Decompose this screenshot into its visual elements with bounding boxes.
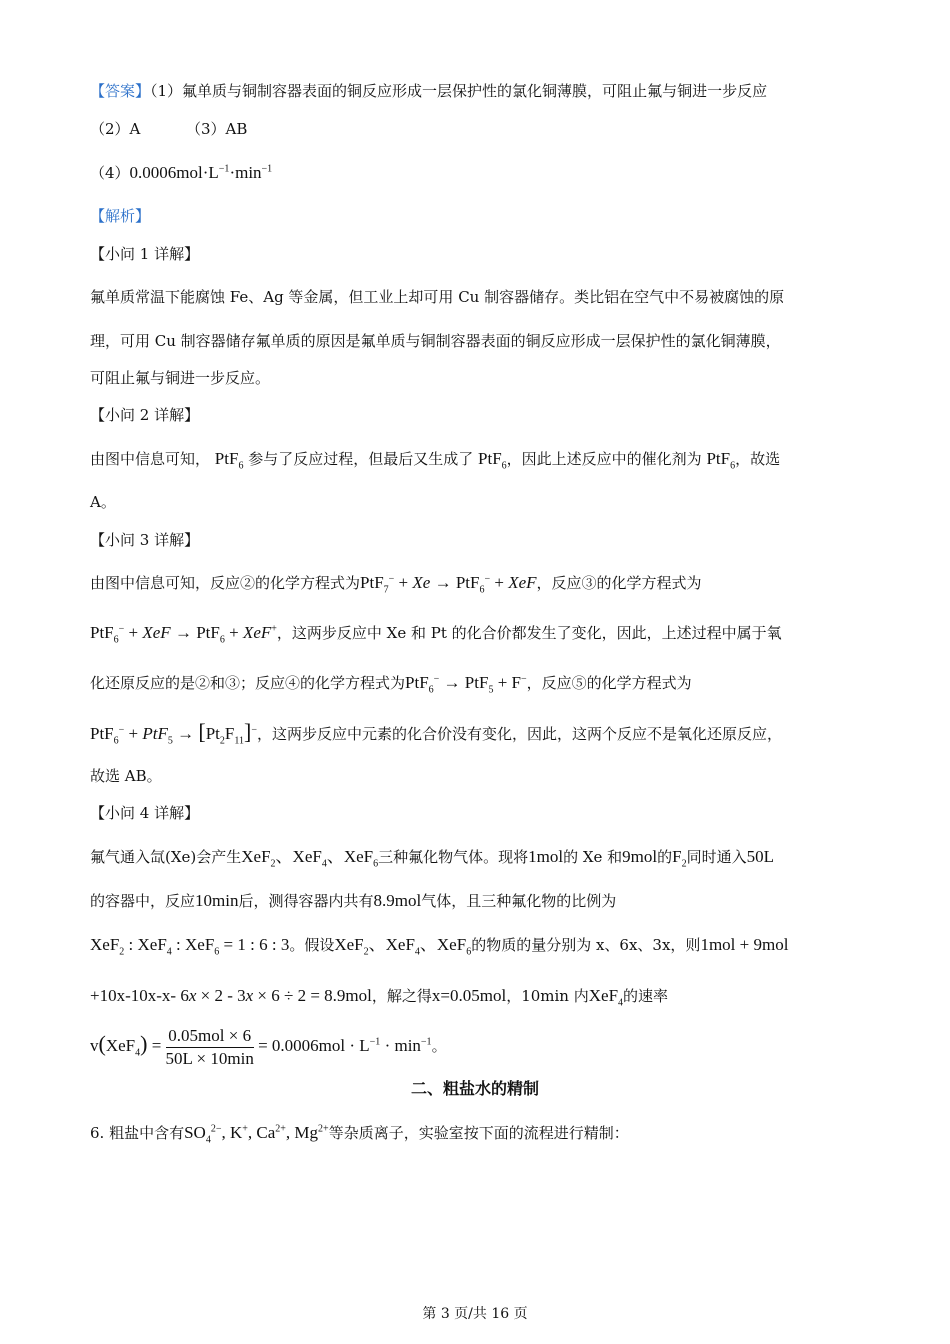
sub3-line-4: $PtF_6^- + PtF_5 \to [Pt_2F_{11}]^-$，这两步反应中元素的化合价没有变化，因此，这两个反应不是氧化还原反应， — [90, 719, 782, 747]
sub3-line-3: 化还原反应的是②和③；反应④的化学方程式为PtF$_6$− → PtF$_5$ + F−，反应⑤的化学方程式为 — [90, 673, 692, 696]
sub3-line-1: 由图中信息可知，反应②的化学方程式为PtF$_7$− + Xe → PtF$_6$− + XeF，反应③的化学方程式为 — [90, 573, 702, 596]
sub1-title: 【小问 1 详解】 — [90, 245, 200, 263]
sub3-line-5: 故选 AB。 — [90, 767, 162, 785]
sub1-line-3: 可阻止氟与铜进一步反应。 — [90, 369, 271, 387]
answer-q2: （2）A — [90, 120, 141, 138]
section-heading: 二、粗盐水的精制 — [410, 1079, 539, 1098]
sub1-line-2: 理，可用 Cu 制容器储存氟单质的原因是氟单质与铜制容器表面的铜反应形成一层保护性的氯化铜薄膜， — [90, 332, 781, 350]
sub3-title: 【小问 3 详解】 — [90, 531, 200, 549]
analysis-label: 【解析】 — [90, 207, 151, 225]
answer-line-1 — [90, 80, 767, 102]
sub2-line-1: 由图中信息可知， PtF$_6$ 参与了反应过程，但最后又生成了 PtF$_6$，因此上述反应中的催化剂为 PtF$_6$，故选 — [90, 449, 781, 472]
sub4-title: 【小问 4 详解】 — [90, 804, 200, 822]
sub4-line-3: XeF$_2$ : XeF$_4$ : XeF$_6$ = 1 : 6 : 3。假设XeF$_2$、XeF$_4$、XeF$_6$的物质的量分别为 x、6x、3x，则1mol + 9mol — [90, 935, 789, 958]
sub2-line-2: A。 — [90, 493, 116, 511]
answer-line-3 — [90, 162, 272, 184]
answer-label: 【答案】 — [90, 82, 151, 100]
sub4-line-5: v(XeF$_4$) = $\frac{\text{0.05mol × 6}}{50L \times 10\min}$ = $0.0006mol \cdot L^{-1} \cdot \min^{-1}$。 — [90, 1025, 447, 1068]
sub3-line-2: PtF$_6$− + XeF → PtF$_6$ + XeF+，这两步反应中 Xe 和 Pt 的化合价都发生了变化，因此，上述过程中属于氧 — [90, 623, 782, 646]
sub1-line-1: 氟单质常温下能腐蚀 Fe、Ag 等金属，但工业上却可用 Cu 制容器储存。类比铝在空气中不易被腐蚀的原 — [90, 288, 785, 306]
answer-q4-value: $0.0006mol\cdot L^{-1}\cdot\min^{-1}$ — [129, 163, 273, 182]
rate-fraction: $\frac{\text{0.05mol × 6}}{50L \times 10\min}$ — [165, 1025, 254, 1068]
sub4-line-2: 的容器中，反应10min后，测得容器内共有8.9mol气体，且三种氟化物的比例为 — [90, 891, 617, 910]
answer-q4-prefix: （4） — [90, 164, 130, 182]
sub4-line-1: 氟气通入氙(Xe)会产生XeF$_2$、XeF$_4$、XeF$_6$三种氟化物气体。现将1mol的 Xe 和9mol的$F_2$同时通入50L — [90, 847, 775, 870]
answer-line-2 — [90, 118, 247, 140]
sub4-line-4: +10x-10x-x- 6x × 2 - 3x × 6 ÷ 2 = 8.9mol，解之得x=0.05mol，10min 内XeF$_4$的速率 — [90, 986, 669, 1009]
q6-line: 6. 粗盐中含有$SO_4^{2-}$, K+, $Ca^{2+}$, $Mg^{2+}$等杂质离子，实验室按下面的流程进行精制： — [90, 1123, 629, 1146]
page-footer: 第 3 页/共 16 页 — [422, 1306, 528, 1322]
answer-q3: （3）AB — [185, 120, 248, 138]
sub2-title: 【小问 2 详解】 — [90, 406, 200, 424]
answer-q1: （1）氟单质与铜制容器表面的铜反应形成一层保护性的氯化铜薄膜，可阻止氟与铜进一步反应 — [150, 82, 768, 100]
